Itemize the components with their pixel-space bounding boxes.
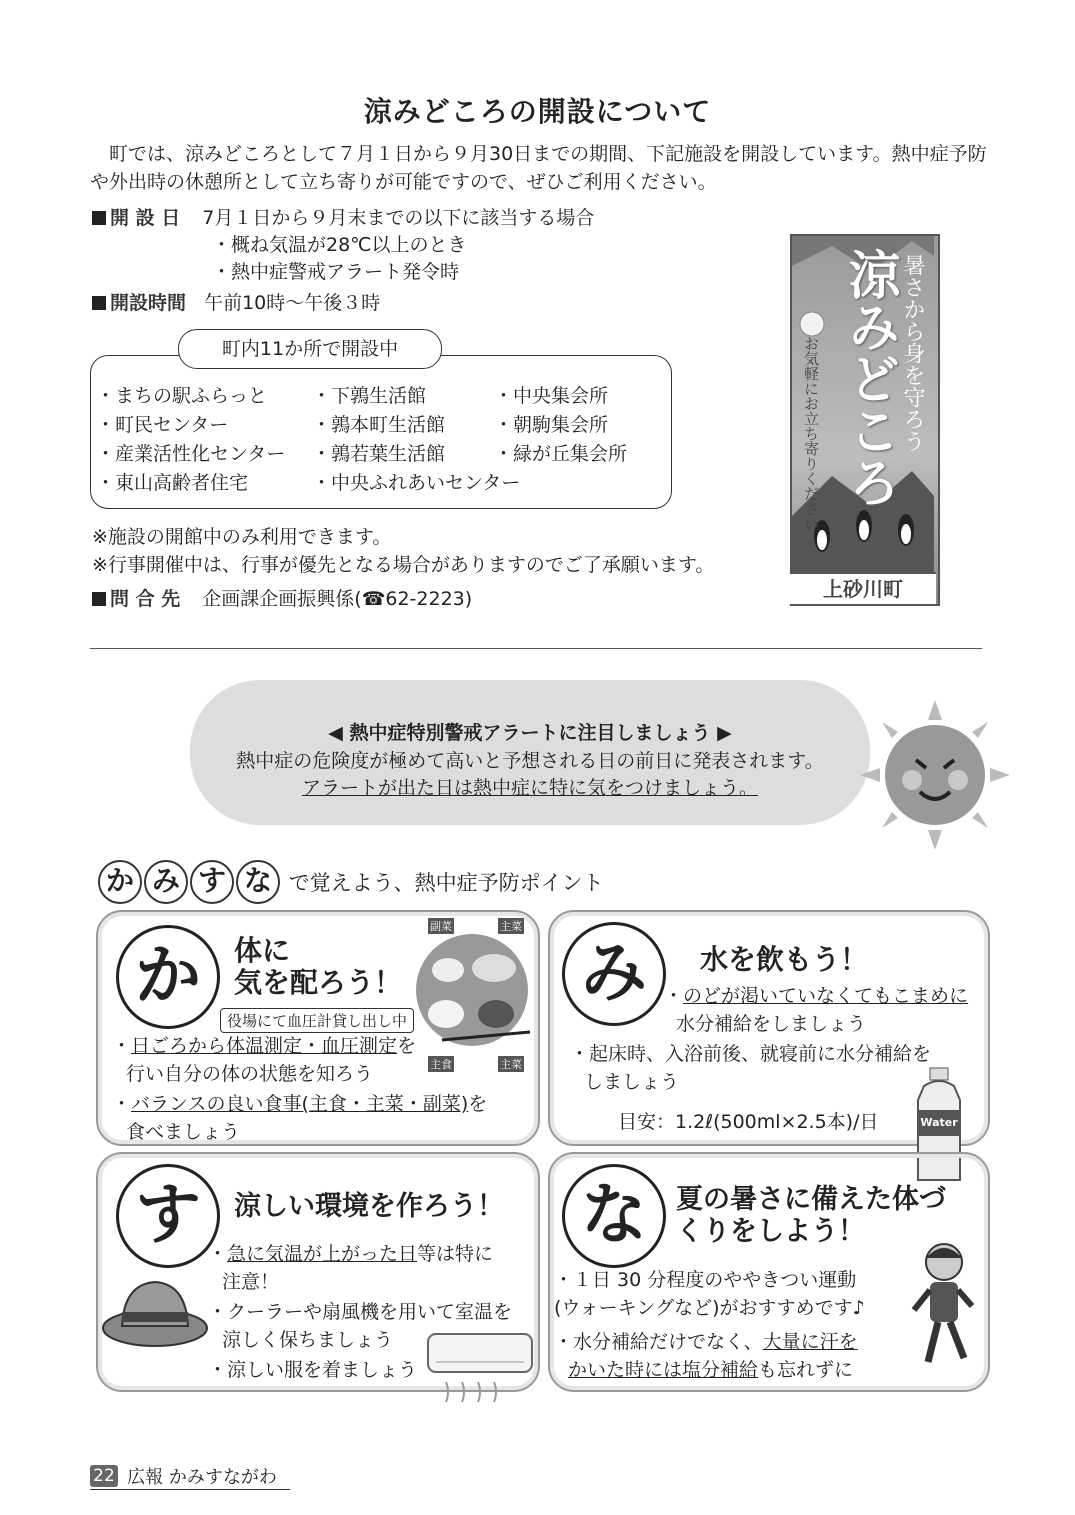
open-condition-2: ・熱中症警戒アラート発令時	[212, 261, 460, 283]
food-label: 主食	[430, 1058, 452, 1071]
kamisuna-heading: か み す な で覚えよう、熱中症予防ポイント	[98, 860, 604, 904]
facility-item: ・町民センター	[96, 414, 229, 436]
facility-item: ・朝駒集会所	[494, 414, 609, 436]
facility-item: ・まちの駅ふらっと	[96, 385, 268, 407]
kamisuna-char: す	[190, 860, 234, 904]
publication-name: 広報 かみすながわ	[127, 1467, 277, 1488]
card-ka-bullet-2: ・バランスの良い食事(主食・主菜・副菜)を 食べましょう	[112, 1093, 488, 1143]
megaphone-icon: ▶	[717, 722, 732, 744]
food-label: 主菜	[500, 920, 522, 933]
facility-item: ・下鶉生活館	[312, 385, 427, 407]
card-na-char: な	[562, 1164, 666, 1268]
card-na-title: 夏の暑さに備えた体づ くりをしよう！	[676, 1184, 946, 1247]
facility-item: ・鶉若葉生活館	[312, 443, 446, 465]
card-ka-bullet-1: ・日ごろから体温測定・血圧測定を 行い自分の体の状態を知ろう	[112, 1035, 417, 1085]
facilities-col-1	[96, 382, 285, 498]
card-na-bullet-2: ・水分補給だけでなく、大量に汗を かいた時には塩分補給も忘れずに	[554, 1331, 858, 1381]
card-su-bullet-3: ・涼しい服を着ましょう	[208, 1359, 418, 1381]
alert-title: ◀ 熱中症特別警戒アラートに注目しましょう ▶	[328, 722, 732, 744]
card-na-bullet-1: ・１日 30 分程度のややきつい運動 (ウォーキングなど)がおすすめです♪	[554, 1269, 865, 1319]
open-days-row: 開 設 日 7月１日から９月末までの以下に該当する場合	[92, 203, 594, 230]
page-title: 涼みどころの開設について	[363, 95, 712, 128]
card-ka-note: 役場にて血圧計貸し出し中	[220, 1008, 414, 1033]
facility-item: ・産業活性化センター	[96, 443, 286, 465]
alert-line-2: アラートが出た日は熱中症に特に気をつけましょう。	[301, 777, 758, 799]
facilities-col-2	[312, 382, 520, 498]
card-mi-bullet-1: ・のどが渇いていなくてもこまめに 水分補給をしましょう	[664, 985, 969, 1035]
open-hours-row: 開設時間 午前10時～午後３時	[92, 288, 380, 315]
hat-illustration	[100, 1270, 210, 1350]
card-su-bullet-2: ・クーラーや扇風機を用いて室温を 涼しく保ちましょう	[208, 1301, 513, 1351]
square-bullet-icon	[92, 211, 106, 225]
air-conditioner-illustration	[426, 1332, 534, 1404]
poster-town-name: 上砂川町	[790, 572, 936, 604]
divider	[90, 648, 982, 649]
facility-item: ・東山高齢者住宅	[96, 472, 249, 494]
page-footer	[90, 1463, 290, 1490]
facility-item: ・中央ふれあいセンター	[312, 472, 521, 494]
note-1: ※施設の開館中のみ利用できます。	[92, 526, 392, 548]
intro-text: 町では、涼みどころとして７月１日から９月30日までの期間、下記施設を開設しています。熱中症予防や外出時の休憩所として立ち寄りが可能ですので、ぜひご利用ください。	[90, 143, 987, 193]
facilities-col-3	[494, 382, 627, 469]
card-su-char: す	[116, 1164, 220, 1268]
kamisuna-char: み	[144, 860, 188, 904]
card-ka-title: 体に 気を配ろう！	[234, 934, 403, 999]
card-mi-title: 水を飲もう！	[700, 943, 869, 976]
poster-title: 涼みどころ	[839, 248, 899, 508]
poster-subtext: お気軽にお立ち寄りください	[802, 336, 820, 531]
kamisuna-char: な	[236, 860, 280, 904]
facility-item: ・鶉本町生活館	[312, 414, 446, 436]
card-su-bullet-1: ・急に気温が上がった日等は特に 注意！	[208, 1243, 494, 1293]
facility-item: ・中央集会所	[494, 385, 609, 407]
water-bottle-label: Water	[920, 1116, 958, 1129]
contact-row: 問 合 先 企画課企画振興係(☎62-2223)	[92, 584, 472, 611]
card-mi-char: み	[562, 922, 666, 1026]
facilities-tag: 町内11か所で開設中	[178, 329, 442, 369]
poster-slogan: 暑さから身を守ろう	[900, 254, 925, 452]
food-label: 副菜	[430, 920, 452, 933]
sun-illustration	[860, 700, 1010, 850]
card-ka-char: か	[116, 925, 220, 1029]
alert-line-1: 熱中症の危険度が極めて高いと予想される日の前日に発表されます。	[236, 750, 824, 772]
kamisuna-char: か	[98, 860, 142, 904]
card-mi-bullet-2: ・起床時、入浴前後、就寝前に水分補給を しましょう	[570, 1043, 932, 1093]
megaphone-icon: ◀	[328, 722, 343, 744]
square-bullet-icon	[92, 296, 106, 310]
facility-item: ・緑が丘集会所	[494, 443, 628, 465]
page-number: 22	[90, 1465, 118, 1487]
note-2: ※行事開催中は、行事が優先となる場合がありますのでご了承願います。	[92, 554, 715, 576]
card-su-title: 涼しい環境を作ろう！	[234, 1191, 504, 1222]
open-condition-1: ・概ね気温が28℃以上のとき	[212, 234, 467, 256]
card-mi-guide: 目安：1.2ℓ(500ml×2.5本)/日	[618, 1111, 879, 1133]
walking-man-illustration	[906, 1240, 978, 1370]
square-bullet-icon	[92, 592, 106, 606]
food-label: 主菜	[500, 1058, 522, 1071]
